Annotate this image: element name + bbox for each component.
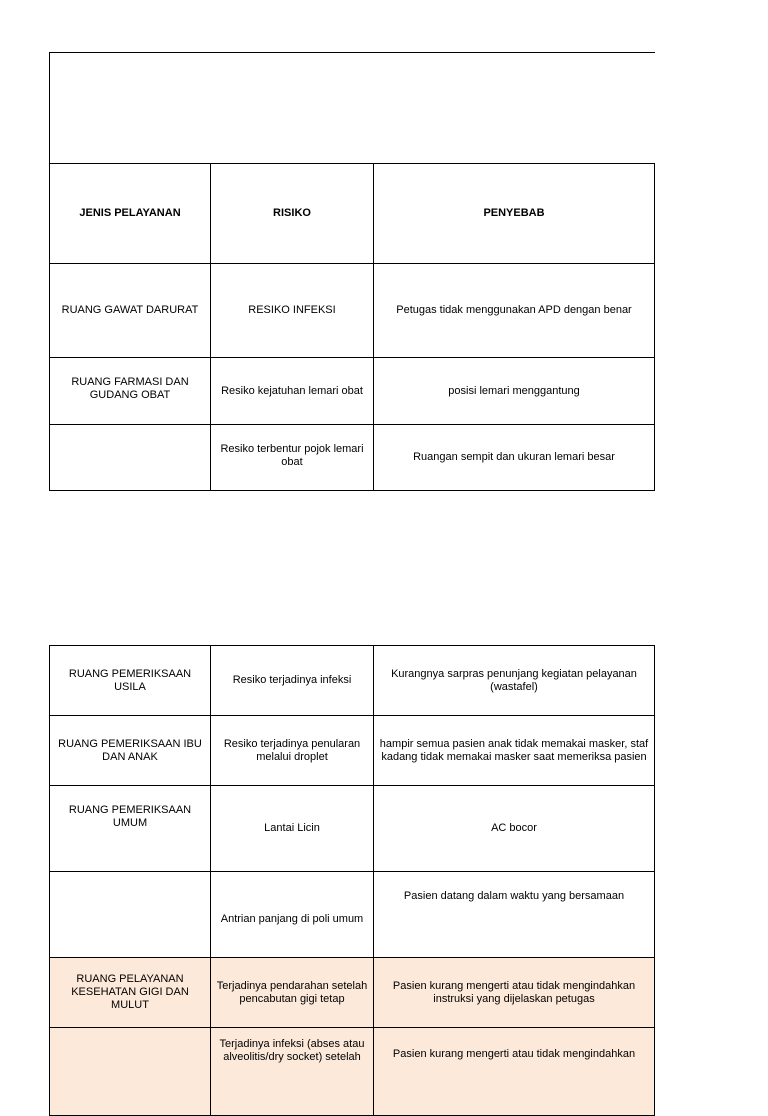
cell-risiko: Lantai Licin xyxy=(211,786,374,872)
cell-risiko: Resiko terbentur pojok lemari obat xyxy=(211,425,374,491)
header-penyebab: PENYEBAB xyxy=(374,164,655,264)
cell-risiko: RESIKO INFEKSI xyxy=(211,264,374,358)
table-row xyxy=(50,872,655,958)
cell-jenis: RUANG PEMERIKSAAN IBU DAN ANAK xyxy=(50,716,211,786)
cell-penyebab: Pasien datang dalam waktu yang bersamaan xyxy=(374,872,655,958)
cell-jenis xyxy=(50,1028,211,1116)
cell-jenis xyxy=(50,425,211,491)
table-row xyxy=(50,646,655,716)
risk-table-1 xyxy=(49,52,655,491)
cell-jenis: RUANG PEMERIKSAAN UMUM xyxy=(50,786,211,872)
cell-penyebab: Pasien kurang mengerti atau tidak mengindahkan instruksi yang dijelaskan petugas xyxy=(374,958,655,1028)
cell-penyebab: Pasien kurang mengerti atau tidak mengindahkan xyxy=(374,1028,655,1116)
cell-jenis: RUANG PEMERIKSAAN USILA xyxy=(50,646,211,716)
table-row xyxy=(50,1028,655,1116)
cell-penyebab: Kurangnya sarpras penunjang kegiatan pelayanan (wastafel) xyxy=(374,646,655,716)
table-row xyxy=(50,264,655,358)
cell-penyebab: hampir semua pasien anak tidak memakai masker, staf kadang tidak memakai masker saat memeriksa pasien xyxy=(374,716,655,786)
cell-risiko: Resiko kejatuhan lemari obat xyxy=(211,358,374,425)
cell-risiko: Terjadinya infeksi (abses atau alveolitis/dry socket) setelah xyxy=(211,1028,374,1116)
cell-risiko: Antrian panjang di poli umum xyxy=(211,872,374,958)
cell-penyebab: Ruangan sempit dan ukuran lemari besar xyxy=(374,425,655,491)
cell-penyebab: Petugas tidak menggunakan APD dengan benar xyxy=(374,264,655,358)
table-row xyxy=(50,425,655,491)
cell-penyebab: AC bocor xyxy=(374,786,655,872)
cell-jenis xyxy=(50,872,211,958)
cell-jenis: RUANG PELAYANAN KESEHATAN GIGI DAN MULUT xyxy=(50,958,211,1028)
table-row xyxy=(50,958,655,1028)
table-row xyxy=(50,358,655,425)
cell-risiko: Terjadinya pendarahan setelah pencabutan gigi tetap xyxy=(211,958,374,1028)
table-title-cell xyxy=(50,53,655,164)
header-jenis-pelayanan: JENIS PELAYANAN xyxy=(50,164,211,264)
cell-jenis: RUANG FARMASI DAN GUDANG OBAT xyxy=(50,358,211,425)
cell-jenis: RUANG GAWAT DARURAT xyxy=(50,264,211,358)
cell-risiko: Resiko terjadinya infeksi xyxy=(211,646,374,716)
table-row xyxy=(50,786,655,872)
cell-penyebab: posisi lemari menggantung xyxy=(374,358,655,425)
risk-table-2 xyxy=(49,645,655,1116)
cell-risiko: Resiko terjadinya penularan melalui droplet xyxy=(211,716,374,786)
header-risiko: RISIKO xyxy=(211,164,374,264)
table-row xyxy=(50,716,655,786)
table-header-row xyxy=(50,164,655,264)
table-title-row xyxy=(50,53,655,164)
